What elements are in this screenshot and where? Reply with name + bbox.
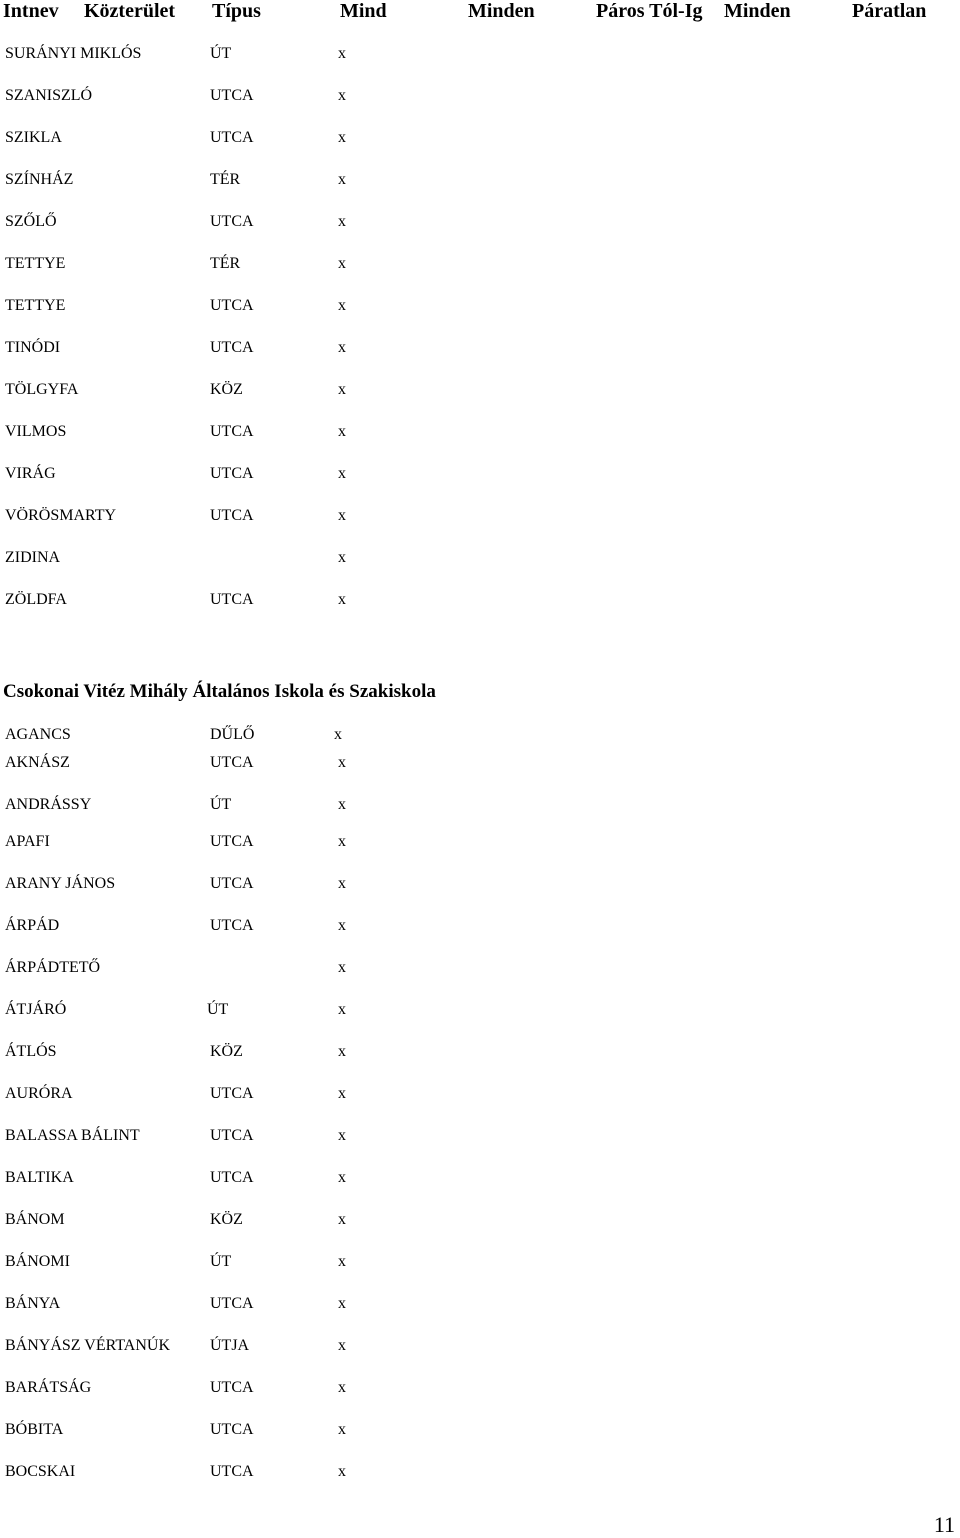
- street-type: TÉR: [210, 255, 241, 272]
- street-name: APAFI: [5, 833, 50, 850]
- header-col-minden-paros: Minden: [468, 0, 535, 22]
- table-row: [0, 1463, 960, 1485]
- mind-mark: x: [338, 507, 346, 524]
- table-row: [0, 1043, 960, 1065]
- mind-mark: x: [338, 833, 346, 850]
- mind-mark: x: [338, 1379, 346, 1396]
- street-type: KÖZ: [210, 381, 243, 398]
- street-type: TÉR: [210, 171, 241, 188]
- table-row: [0, 255, 960, 277]
- table-row: [0, 917, 960, 939]
- street-name: BÓBITA: [5, 1421, 64, 1438]
- table-row: [0, 1379, 960, 1401]
- street-type: UTCA: [210, 754, 254, 771]
- street-name: ARANY JÁNOS: [5, 875, 116, 892]
- table-row: [0, 1295, 960, 1317]
- table-row: [0, 796, 960, 818]
- street-name: SZÍNHÁZ: [5, 171, 74, 188]
- street-type: UTCA: [210, 297, 254, 314]
- street-type: UTCA: [210, 591, 254, 608]
- section-title: Csokonai Vitéz Mihály Általános Iskola és Szakiskola: [3, 681, 436, 702]
- table-row: [0, 754, 960, 776]
- mind-mark: x: [338, 1127, 346, 1144]
- table-row: [0, 339, 960, 361]
- mind-mark: x: [338, 129, 346, 146]
- street-type: UTCA: [210, 1463, 254, 1480]
- table-row: [0, 1085, 960, 1107]
- header-col-paratlan: Páratlan: [852, 0, 927, 22]
- table-row: [0, 875, 960, 897]
- table-row: [0, 1337, 960, 1359]
- mind-mark: x: [338, 591, 346, 608]
- street-type: UTCA: [210, 1421, 254, 1438]
- mind-mark: x: [338, 1295, 346, 1312]
- mind-mark: x: [338, 1253, 346, 1270]
- street-name: ZÖLDFA: [5, 591, 67, 608]
- mind-mark: x: [338, 381, 346, 398]
- street-type: DŰLŐ: [210, 726, 255, 743]
- mind-mark: x: [338, 87, 346, 104]
- street-name: BARÁTSÁG: [5, 1379, 92, 1396]
- table-row: [0, 833, 960, 855]
- street-name: BALASSA BÁLINT: [5, 1127, 140, 1144]
- table-row: [0, 959, 960, 981]
- mind-mark: x: [334, 726, 342, 743]
- street-type: ÚTJA: [210, 1337, 250, 1354]
- table-row: [0, 129, 960, 151]
- street-type: UTCA: [210, 875, 254, 892]
- page-number: 11: [933, 1512, 955, 1537]
- table-row: [0, 1253, 960, 1275]
- street-name: ZIDINA: [5, 549, 61, 566]
- header-col-kozterulet: Közterület: [84, 0, 176, 22]
- column-header: [0, 0, 960, 24]
- street-type: UTCA: [210, 87, 254, 104]
- street-type: UTCA: [210, 423, 254, 440]
- table-row: [0, 45, 960, 67]
- mind-mark: x: [338, 1085, 346, 1102]
- street-type: UTCA: [210, 213, 254, 230]
- mind-mark: x: [338, 171, 346, 188]
- street-name: VÖRÖSMARTY: [5, 507, 117, 524]
- mind-mark: x: [338, 45, 346, 62]
- street-type: UTCA: [210, 1085, 254, 1102]
- table-row: [0, 423, 960, 445]
- table-row: [0, 297, 960, 319]
- street-name: ÁTJÁRÓ: [5, 1001, 67, 1018]
- street-type: UTCA: [210, 507, 254, 524]
- street-name: TETTYE: [5, 297, 66, 314]
- street-name: BÁNOM: [5, 1211, 65, 1228]
- header-col-minden-paratlan: Minden: [724, 0, 791, 22]
- street-name: TÖLGYFA: [5, 381, 79, 398]
- mind-mark: x: [338, 875, 346, 892]
- street-name: TETTYE: [5, 255, 66, 272]
- mind-mark: x: [338, 1043, 346, 1060]
- street-type: KÖZ: [210, 1043, 243, 1060]
- mind-mark: x: [338, 1463, 346, 1480]
- table-row: [0, 1127, 960, 1149]
- street-type: KÖZ: [210, 1211, 243, 1228]
- street-name: ÁRPÁDTETŐ: [5, 959, 101, 976]
- street-name: BALTIKA: [5, 1169, 74, 1186]
- street-name: BOCSKAI: [5, 1463, 76, 1480]
- street-name: BÁNOMI: [5, 1253, 70, 1270]
- street-name: SURÁNYI MIKLÓS: [5, 45, 142, 62]
- mind-mark: x: [338, 754, 346, 771]
- street-name: TINÓDI: [5, 339, 61, 356]
- header-col-tipus: Típus: [212, 0, 261, 22]
- street-type: UTCA: [210, 1295, 254, 1312]
- mind-mark: x: [338, 917, 346, 934]
- street-name: SZIKLA: [5, 129, 62, 146]
- mind-mark: x: [338, 796, 346, 813]
- header-col-paros-tol-ig: Páros Tól-Ig: [596, 0, 703, 22]
- table-row: [0, 213, 960, 235]
- street-type: UTCA: [210, 339, 254, 356]
- street-type: UTCA: [210, 129, 254, 146]
- street-name: ANDRÁSSY: [5, 796, 92, 813]
- street-name: VILMOS: [5, 423, 67, 440]
- mind-mark: x: [338, 213, 346, 230]
- table-row: [0, 1211, 960, 1233]
- table-row: [0, 1001, 960, 1023]
- street-type: ÚT: [210, 45, 232, 62]
- table-row: [0, 507, 960, 529]
- table-row: [0, 549, 960, 571]
- mind-mark: x: [338, 255, 346, 272]
- table-row: [0, 465, 960, 487]
- table-row: [0, 381, 960, 403]
- street-name: ÁTLÓS: [5, 1043, 57, 1060]
- street-type: ÚT: [210, 796, 232, 813]
- street-name: SZŐLŐ: [5, 213, 57, 230]
- street-type: UTCA: [210, 1127, 254, 1144]
- table-row: [0, 1421, 960, 1443]
- street-name: AURÓRA: [5, 1085, 73, 1102]
- table-row: [0, 171, 960, 193]
- header-col-mind: Mind: [340, 0, 387, 22]
- street-type: UTCA: [210, 1379, 254, 1396]
- street-name: ÁRPÁD: [5, 917, 60, 934]
- mind-mark: x: [338, 423, 346, 440]
- table-row: [0, 87, 960, 109]
- mind-mark: x: [338, 1001, 346, 1018]
- street-type: UTCA: [210, 465, 254, 482]
- street-type: ÚT: [210, 1253, 232, 1270]
- table-row: [0, 591, 960, 613]
- street-type: UTCA: [210, 1169, 254, 1186]
- table-row: [0, 1169, 960, 1191]
- street-name: VIRÁG: [5, 465, 56, 482]
- table-row: [0, 726, 960, 748]
- mind-mark: x: [338, 1169, 346, 1186]
- street-name: BÁNYA: [5, 1295, 61, 1312]
- mind-mark: x: [338, 1211, 346, 1228]
- mind-mark: x: [338, 959, 346, 976]
- mind-mark: x: [338, 549, 346, 566]
- street-name: AKNÁSZ: [5, 754, 70, 771]
- street-name: AGANCS: [5, 726, 71, 743]
- mind-mark: x: [338, 339, 346, 356]
- street-type: UTCA: [210, 833, 254, 850]
- street-name: SZANISZLÓ: [5, 87, 93, 104]
- mind-mark: x: [338, 1421, 346, 1438]
- street-type: UTCA: [210, 917, 254, 934]
- mind-mark: x: [338, 465, 346, 482]
- header-col-intnev: Intnev: [3, 0, 59, 22]
- street-name: BÁNYÁSZ VÉRTANÚK: [5, 1337, 171, 1354]
- mind-mark: x: [338, 297, 346, 314]
- street-type: ÚT: [207, 1001, 229, 1018]
- mind-mark: x: [338, 1337, 346, 1354]
